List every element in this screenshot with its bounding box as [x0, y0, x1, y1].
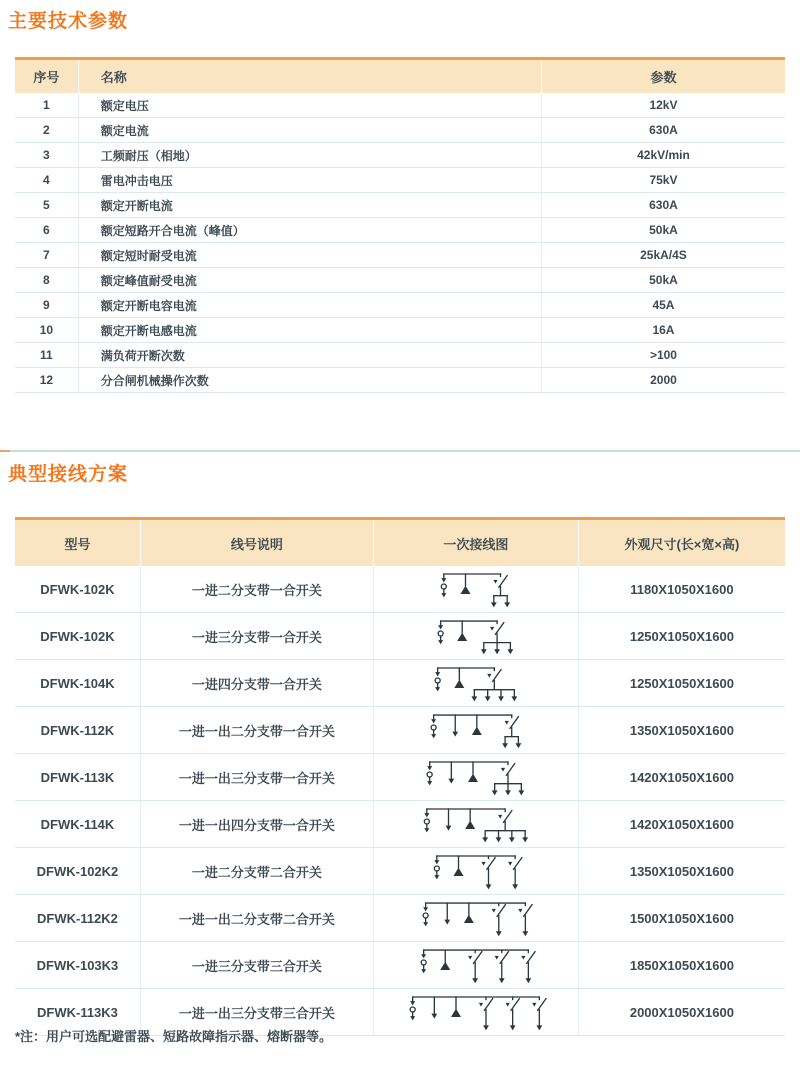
single-line-diagram-icon [425, 851, 527, 891]
params-table-body [15, 93, 785, 393]
wiring-diagram-cell [373, 895, 578, 942]
wiring-table-header [15, 519, 785, 567]
wiring-size-cell: 1350X1050X1600 [578, 848, 785, 895]
param-value-cell: 2000 [541, 368, 785, 393]
param-value-cell: 630A [541, 118, 785, 143]
params-section-title: 主要技术参数 [8, 11, 129, 32]
wiring-model-cell: DFWK-114K [15, 801, 140, 848]
wiring-row [15, 707, 785, 754]
wiring-row [15, 566, 785, 613]
params-row [15, 143, 785, 168]
wiring-table [15, 517, 785, 1036]
wiring-diagram-cell [373, 848, 578, 895]
param-value-cell: 50kA [541, 218, 785, 243]
wiring-size-cell: 2000X1050X1600 [578, 989, 785, 1036]
wiring-desc-cell: 一进四分支带一合开关 [140, 660, 373, 707]
wiring-header-diagram: 一次接线图 [373, 519, 578, 567]
wiring-size-cell: 1180X1050X1600 [578, 566, 785, 613]
wiring-header-model: 型号 [15, 519, 140, 567]
wiring-size-cell: 1850X1050X1600 [578, 942, 785, 989]
wiring-table-body [15, 566, 785, 1036]
params-row [15, 268, 785, 293]
single-line-diagram-icon [414, 898, 537, 938]
wiring-diagram-cell [373, 989, 578, 1036]
params-table [15, 57, 785, 393]
wiring-row [15, 660, 785, 707]
single-line-diagram-icon [401, 992, 551, 1032]
params-header-name: 名称 [78, 59, 541, 94]
param-name-cell: 满负荷开断次数 [78, 343, 541, 368]
params-row [15, 293, 785, 318]
params-header-value: 参数 [541, 59, 785, 94]
params-row [15, 118, 785, 143]
wiring-row [15, 613, 785, 660]
param-value-cell: 630A [541, 193, 785, 218]
param-no-cell: 1 [15, 93, 78, 118]
wiring-model-cell: DFWK-103K3 [15, 942, 140, 989]
wiring-size-cell: 1250X1050X1600 [578, 660, 785, 707]
param-no-cell: 12 [15, 368, 78, 393]
wiring-row [15, 848, 785, 895]
single-line-diagram-icon [426, 663, 526, 703]
param-value-cell: >100 [541, 343, 785, 368]
wiring-diagram-cell [373, 566, 578, 613]
params-row [15, 368, 785, 393]
wiring-model-cell: DFWK-112K [15, 707, 140, 754]
footnote: *注：用户可选配避雷器、短路故障指示器、熔断器等。 [15, 1029, 333, 1044]
wiring-header-size: 外观尺寸(长×宽×高) [578, 519, 785, 567]
wiring-row [15, 895, 785, 942]
param-name-cell: 额定开断电感电流 [78, 318, 541, 343]
wiring-model-cell: DFWK-102K [15, 566, 140, 613]
wiring-header-row [15, 519, 785, 567]
param-name-cell: 工频耐压（相地） [78, 143, 541, 168]
params-row [15, 93, 785, 118]
param-no-cell: 5 [15, 193, 78, 218]
param-name-cell: 额定短时耐受电流 [78, 243, 541, 268]
param-name-cell: 额定峰值耐受电流 [78, 268, 541, 293]
wiring-model-cell: DFWK-102K [15, 613, 140, 660]
divider-accent [0, 450, 10, 452]
params-table-header [15, 59, 785, 94]
param-name-cell: 额定电压 [78, 93, 541, 118]
param-value-cell: 50kA [541, 268, 785, 293]
wiring-diagram-cell [373, 754, 578, 801]
wiring-diagram-cell [373, 660, 578, 707]
wiring-model-cell: DFWK-113K3 [15, 989, 140, 1036]
wiring-desc-cell: 一进一出三分支带三合开关 [140, 989, 373, 1036]
wiring-diagram-cell [373, 613, 578, 660]
param-value-cell: 75kV [541, 168, 785, 193]
wiring-model-cell: DFWK-113K [15, 754, 140, 801]
wiring-desc-cell: 一进一出二分支带二合开关 [140, 895, 373, 942]
params-row [15, 193, 785, 218]
single-line-diagram-icon [432, 569, 519, 609]
params-row [15, 218, 785, 243]
param-no-cell: 9 [15, 293, 78, 318]
wiring-desc-cell: 一进二分支带二合开关 [140, 848, 373, 895]
param-name-cell: 额定电流 [78, 118, 541, 143]
param-no-cell: 10 [15, 318, 78, 343]
param-name-cell: 额定短路开合电流（峰值） [78, 218, 541, 243]
single-line-diagram-icon [415, 804, 537, 844]
wiring-desc-cell: 一进一出四分支带一合开关 [140, 801, 373, 848]
wiring-size-cell: 1250X1050X1600 [578, 613, 785, 660]
param-value-cell: 12kV [541, 93, 785, 118]
params-row [15, 243, 785, 268]
params-header-row [15, 59, 785, 94]
param-no-cell: 6 [15, 218, 78, 243]
wiring-model-cell: DFWK-104K [15, 660, 140, 707]
wiring-desc-cell: 一进一出二分支带一合开关 [140, 707, 373, 754]
single-line-diagram-icon [429, 616, 522, 656]
wiring-desc-cell: 一进三分支带三合开关 [140, 942, 373, 989]
param-no-cell: 2 [15, 118, 78, 143]
wiring-model-cell: DFWK-102K2 [15, 848, 140, 895]
param-no-cell: 7 [15, 243, 78, 268]
param-name-cell: 雷电冲击电压 [78, 168, 541, 193]
param-no-cell: 4 [15, 168, 78, 193]
wiring-size-cell: 1500X1050X1600 [578, 895, 785, 942]
param-name-cell: 额定开断电流 [78, 193, 541, 218]
wiring-diagram-cell [373, 801, 578, 848]
param-no-cell: 11 [15, 343, 78, 368]
param-name-cell: 分合闸机械操作次数 [78, 368, 541, 393]
wiring-desc-cell: 一进二分支带一合开关 [140, 566, 373, 613]
params-row [15, 168, 785, 193]
param-no-cell: 8 [15, 268, 78, 293]
single-line-diagram-icon [412, 945, 540, 985]
single-line-diagram-icon [418, 757, 533, 797]
wiring-size-cell: 1420X1050X1600 [578, 801, 785, 848]
wiring-diagram-cell [373, 942, 578, 989]
wiring-desc-cell: 一进三分支带一合开关 [140, 613, 373, 660]
params-header-no: 序号 [15, 59, 78, 94]
wiring-row [15, 942, 785, 989]
param-no-cell: 3 [15, 143, 78, 168]
single-line-diagram-icon [422, 710, 530, 750]
param-name-cell: 额定开断电容电流 [78, 293, 541, 318]
wiring-model-cell: DFWK-112K2 [15, 895, 140, 942]
wiring-section-title: 典型接线方案 [8, 464, 129, 485]
section-divider [0, 450, 800, 452]
param-value-cell: 45A [541, 293, 785, 318]
param-value-cell: 16A [541, 318, 785, 343]
wiring-header-desc: 线号说明 [140, 519, 373, 567]
params-row [15, 343, 785, 368]
params-row [15, 318, 785, 343]
param-value-cell: 25kA/4S [541, 243, 785, 268]
wiring-diagram-cell [373, 707, 578, 754]
wiring-row [15, 801, 785, 848]
wiring-row [15, 754, 785, 801]
param-value-cell: 42kV/min [541, 143, 785, 168]
wiring-desc-cell: 一进一出三分支带一合开关 [140, 754, 373, 801]
wiring-size-cell: 1420X1050X1600 [578, 754, 785, 801]
wiring-size-cell: 1350X1050X1600 [578, 707, 785, 754]
